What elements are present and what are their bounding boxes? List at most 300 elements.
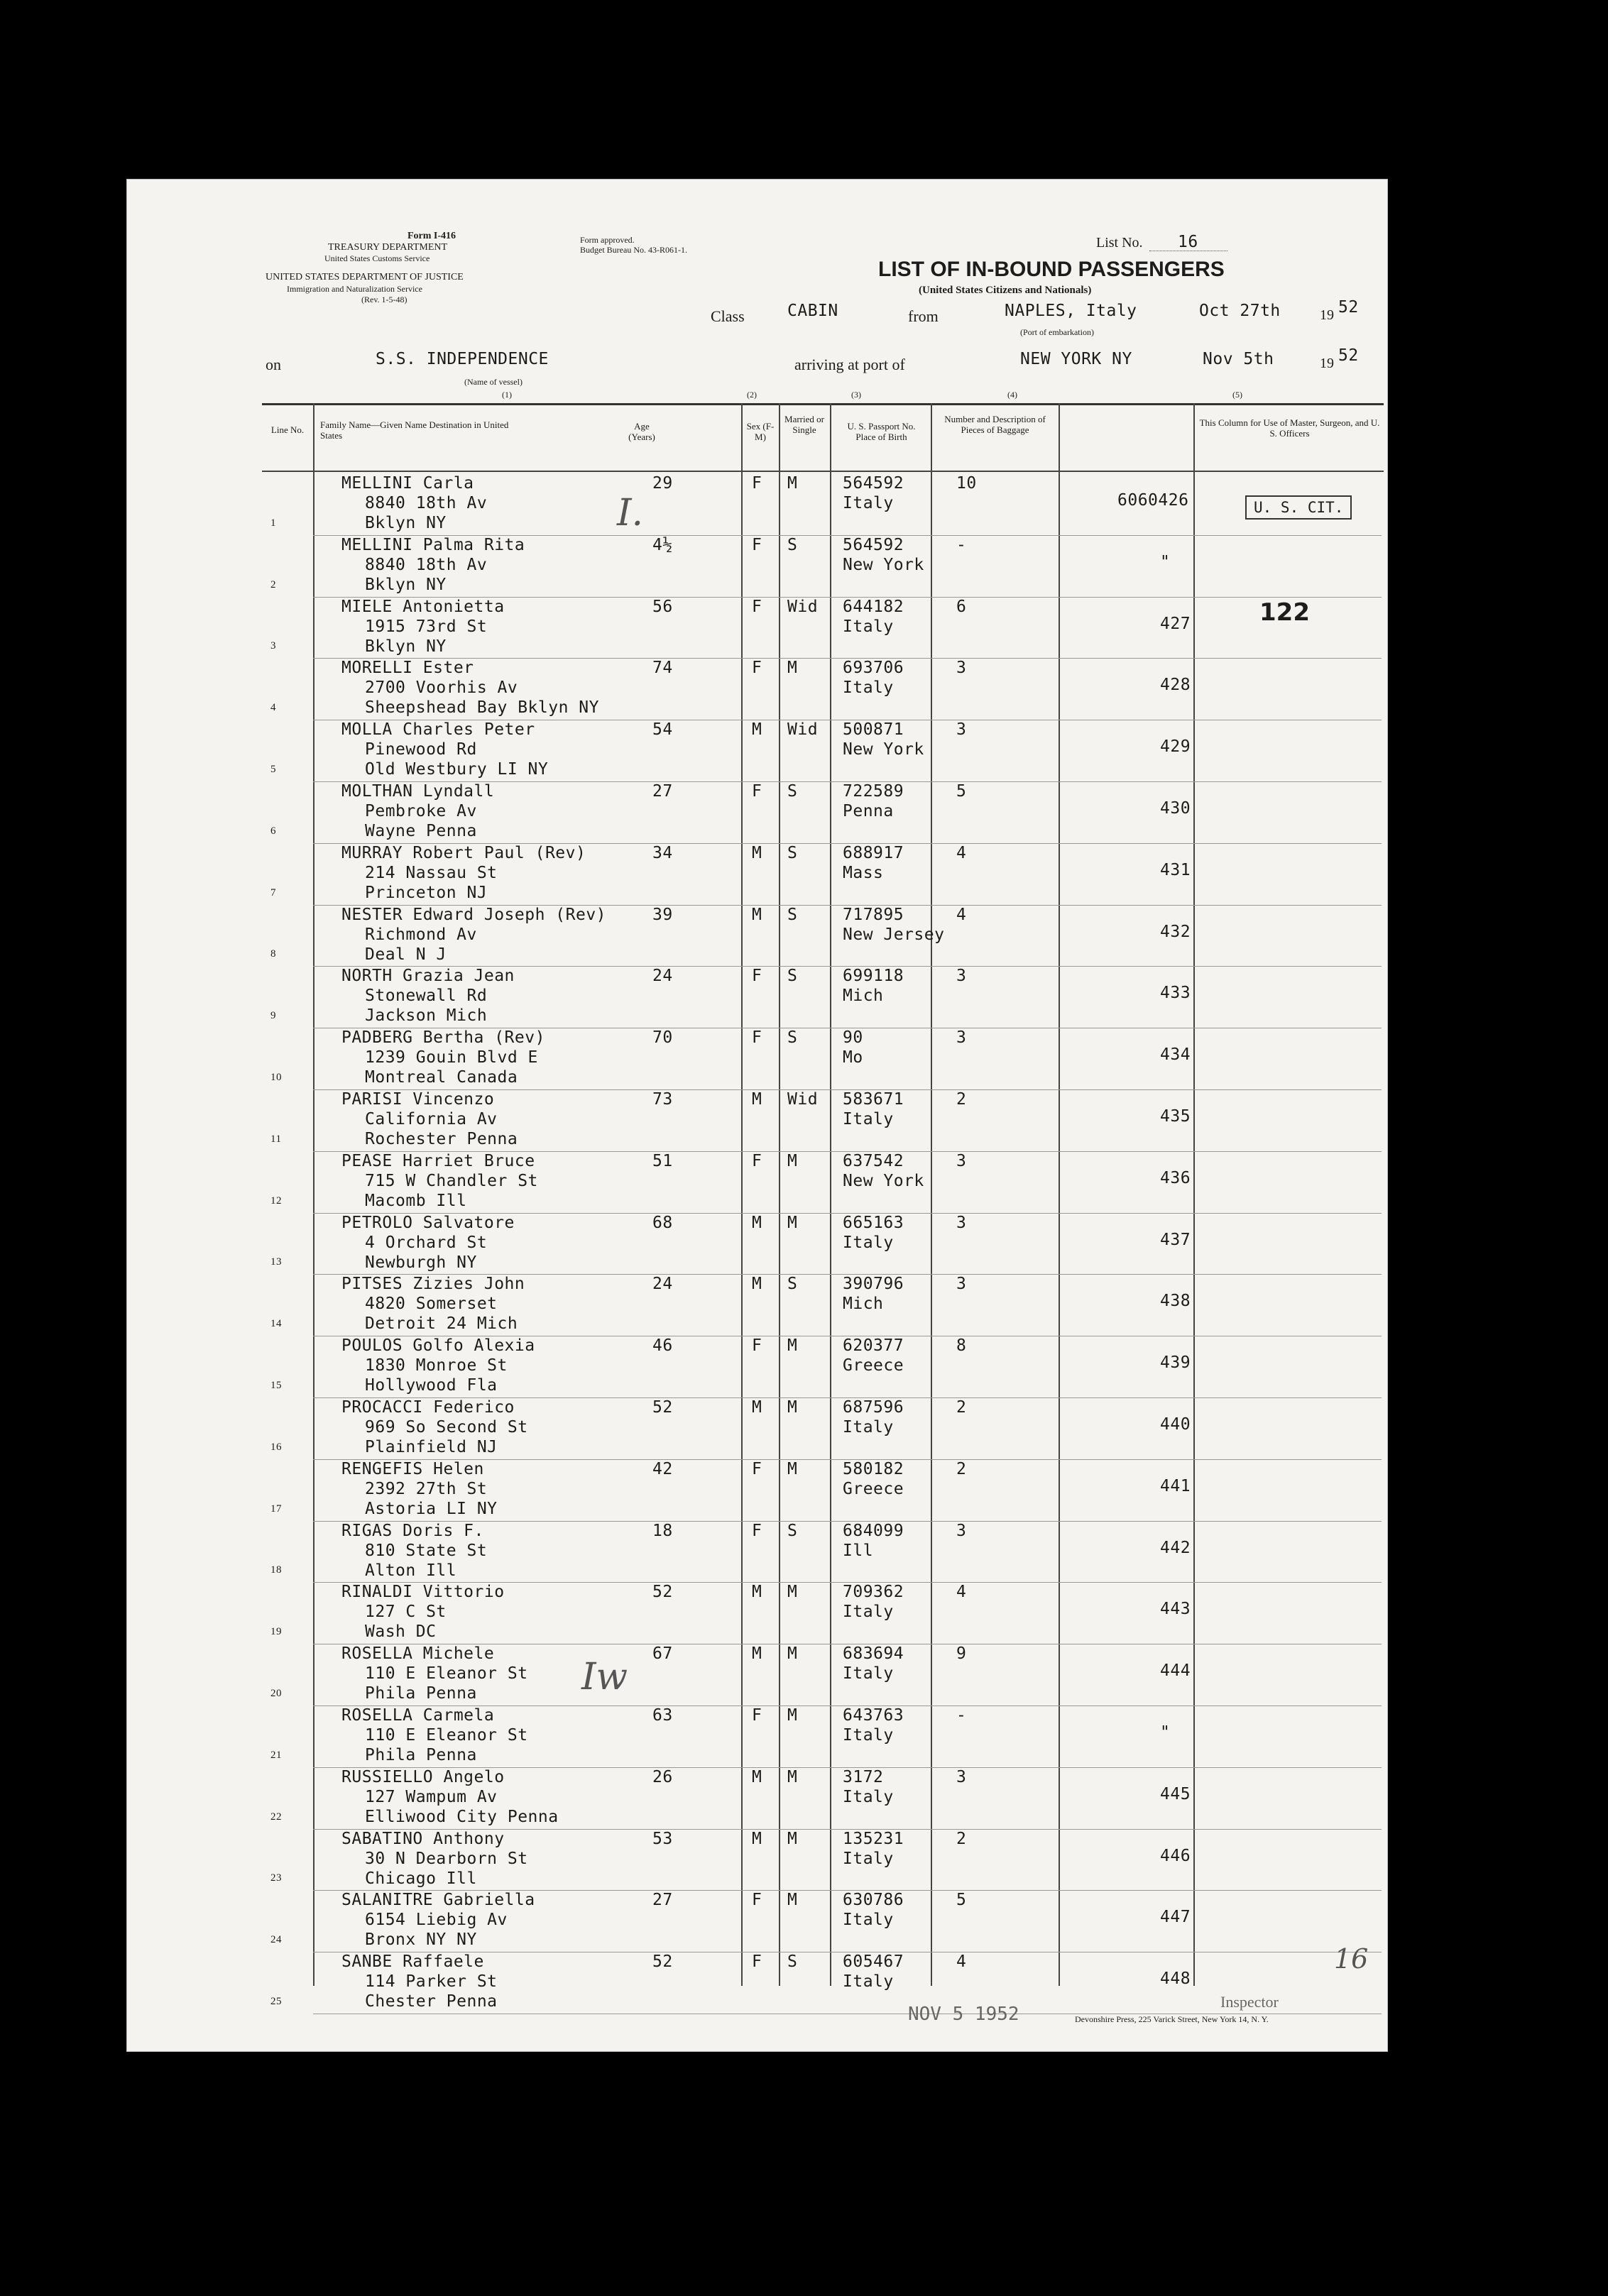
address-city: Wayne Penna (365, 822, 477, 840)
table-row (127, 1583, 1387, 1644)
table-row (127, 1398, 1387, 1460)
baggage-count: - (956, 1706, 967, 1725)
marital-status: M (787, 1891, 798, 1910)
immigration-service: Immigration and Naturalization Service (287, 284, 422, 294)
sex-value: F (752, 782, 762, 801)
marital-status: M (787, 1213, 798, 1232)
sex-value: M (752, 1644, 762, 1664)
address-city: Macomb Ill (365, 1191, 467, 1210)
passenger-name: PITSES Zizies John (341, 1275, 525, 1294)
line-number: 12 (270, 1194, 282, 1207)
address-street: 1830 Monroe St (365, 1356, 508, 1375)
line-number: 23 (270, 1872, 282, 1884)
marital-status: Wid (787, 720, 819, 740)
passport-number: 722589 (843, 782, 904, 801)
address-city: Bklyn NY (365, 575, 447, 594)
sex-value: M (752, 1275, 762, 1294)
address-street: 114 Parker St (365, 1972, 498, 1992)
table-row (127, 1460, 1387, 1522)
line-number: 10 (270, 1071, 282, 1083)
passport-number: 683694 (843, 1644, 904, 1664)
port-caption: (Port of embarkation) (1020, 327, 1094, 337)
line-number: 9 (270, 1010, 276, 1022)
passport-number: 699118 (843, 967, 904, 986)
place-of-birth: New York (843, 555, 924, 574)
line-number: 20 (270, 1687, 282, 1699)
age-value: 46 (652, 1336, 673, 1356)
line-number: 14 (270, 1318, 282, 1330)
table-row (127, 1830, 1387, 1891)
arrival-date: Nov 5th (1203, 350, 1274, 368)
place-of-birth: Italy (843, 1664, 894, 1683)
marital-status: S (787, 1521, 798, 1540)
line-number: 2 (270, 578, 276, 591)
place-of-birth: Italy (843, 1849, 894, 1868)
line-number: 19 (270, 1626, 282, 1638)
address-city: Bklyn NY (365, 514, 447, 532)
address-street: 8840 18th Av (365, 555, 488, 574)
age-value: 39 (652, 905, 673, 924)
on-label: on (266, 356, 281, 373)
baggage-count: 3 (956, 1028, 967, 1048)
baggage-count: 2 (956, 1459, 967, 1478)
col-header-age: Age (Years) (628, 421, 655, 442)
date-stamp: NOV 5 1952 (908, 2004, 1019, 2025)
column-number: (2) (747, 390, 757, 400)
place-of-birth: Italy (843, 679, 894, 698)
address-city: Hollywood Fla (365, 1376, 498, 1395)
line-number: 13 (270, 1256, 282, 1268)
officer-number: 448 (1160, 1970, 1191, 1989)
place-of-birth: Greece (843, 1479, 904, 1498)
table-row (127, 1090, 1387, 1152)
passenger-name: MOLTHAN Lyndall (341, 782, 495, 801)
address-city: Phila Penna (365, 1684, 477, 1703)
passport-number: 688917 (843, 843, 904, 862)
line-number: 15 (270, 1379, 282, 1391)
passenger-name: PADBERG Bertha (Rev) (341, 1028, 545, 1048)
place-of-birth: Greece (843, 1356, 904, 1375)
col-header-sex: Sex (F-M) (746, 421, 775, 442)
address-street: 110 E Eleanor St (365, 1726, 528, 1745)
place-of-birth: Mich (843, 1295, 884, 1314)
table-row (127, 782, 1387, 844)
passenger-list-page (126, 179, 1388, 2052)
table-row (127, 474, 1387, 536)
address-city: Bklyn NY (365, 637, 447, 656)
baggage-count: 4 (956, 905, 967, 924)
passport-number: 709362 (843, 1583, 904, 1602)
place-of-birth: Italy (843, 1603, 894, 1622)
column-number: (3) (851, 390, 861, 400)
address-city: Newburgh NY (365, 1253, 477, 1272)
line-number: 16 (270, 1441, 282, 1453)
budget-bureau: Budget Bureau No. 43-R061-1. (580, 245, 687, 255)
address-city: Montreal Canada (365, 1068, 518, 1087)
passport-number: 620377 (843, 1336, 904, 1356)
passenger-name: MELLINI Palma Rita (341, 535, 525, 554)
passport-number: 637542 (843, 1151, 904, 1170)
vessel-name: S.S. INDEPENDENCE (376, 350, 549, 368)
address-city: Plainfield NJ (365, 1438, 498, 1456)
marital-status: S (787, 1952, 798, 1972)
place-of-birth: Italy (843, 617, 894, 636)
sex-value: F (752, 1952, 762, 1972)
address-street: 110 E Eleanor St (365, 1664, 528, 1683)
passport-number: 135231 (843, 1829, 904, 1848)
marital-status: M (787, 1151, 798, 1170)
age-value: 18 (652, 1521, 673, 1540)
marital-status: S (787, 535, 798, 554)
officer-number: 434 (1160, 1045, 1191, 1065)
passport-number: 3172 (843, 1767, 884, 1786)
place-of-birth: Italy (843, 1110, 894, 1128)
baggage-count: 5 (956, 782, 967, 801)
marital-status: Wid (787, 597, 819, 616)
marital-status: S (787, 782, 798, 801)
table-row (127, 1768, 1387, 1830)
age-value: 54 (652, 720, 673, 740)
passenger-name: PROCACCI Federico (341, 1398, 515, 1417)
marital-status: M (787, 1644, 798, 1664)
table-row (127, 1952, 1387, 2014)
baggage-count: 2 (956, 1829, 967, 1848)
marital-status: M (787, 474, 798, 493)
line-number: 18 (270, 1564, 282, 1576)
address-street: 214 Nassau St (365, 863, 498, 882)
passenger-name: MORELLI Ester (341, 659, 474, 678)
address-city: Sheepshead Bay Bklyn NY (365, 698, 599, 718)
age-value: 52 (652, 1583, 673, 1602)
sex-value: M (752, 1213, 762, 1232)
customs-service: United States Customs Service (324, 253, 430, 263)
line-number: 11 (270, 1133, 282, 1145)
from-label: from (908, 307, 939, 325)
line-number: 22 (270, 1811, 282, 1823)
address-street: 1239 Gouin Blvd E (365, 1048, 538, 1067)
list-number: 16 (1178, 233, 1198, 251)
address-street: 8840 18th Av (365, 494, 488, 512)
officer-number: 442 (1160, 1538, 1191, 1557)
table-row (127, 1891, 1387, 1952)
table-row (127, 1214, 1387, 1275)
justice-department: UNITED STATES DEPARTMENT OF JUSTICE (266, 272, 464, 282)
address-city: Elliwood City Penna (365, 1807, 559, 1826)
table-row (127, 598, 1387, 659)
place-of-birth: Italy (843, 1418, 894, 1437)
table-row (127, 1522, 1387, 1583)
officer-number: 432 (1160, 922, 1191, 941)
passport-number: 643763 (843, 1706, 904, 1725)
line-number: 5 (270, 763, 276, 775)
col-header-baggage: Number and Description of Pieces of Baggage (944, 414, 1046, 435)
table-row (127, 1275, 1387, 1336)
marital-status: M (787, 1829, 798, 1848)
passenger-name: MIELE Antonietta (341, 597, 505, 616)
stamp-number: 122 (1259, 598, 1310, 627)
place-of-birth: Italy (843, 494, 894, 512)
line-number: 7 (270, 886, 276, 899)
passport-number: 693706 (843, 659, 904, 678)
handwritten-mark: Iw (581, 1656, 628, 1698)
table-row (127, 1336, 1387, 1398)
address-city: Chester Penna (365, 1992, 498, 2011)
col-header-passport: U. S. Passport No. Place of Birth (847, 421, 916, 442)
age-value: 24 (652, 967, 673, 986)
table-row (127, 720, 1387, 782)
passenger-name: RINALDI Vittorio (341, 1583, 505, 1602)
col-header-name: Family Name—Given Name Destination in United States (320, 419, 509, 441)
address-street: 715 W Chandler St (365, 1171, 538, 1190)
embarkation-port: NAPLES, Italy (1005, 302, 1137, 320)
baggage-count: 2 (956, 1090, 967, 1109)
passenger-name: NESTER Edward Joseph (Rev) (341, 905, 607, 924)
officer-number: 437 (1160, 1230, 1191, 1249)
line-number: 8 (270, 948, 276, 960)
address-street: 2700 Voorhis Av (365, 679, 518, 698)
age-value: 27 (652, 782, 673, 801)
officer-number: 447 (1160, 1908, 1191, 1927)
col-header-married: Married or Single (784, 414, 824, 435)
baggage-count: 6 (956, 597, 967, 616)
passport-number: 500871 (843, 720, 904, 740)
line-number: 21 (270, 1749, 282, 1761)
marital-status: M (787, 659, 798, 678)
officer-number: 428 (1160, 676, 1191, 695)
line-number: 17 (270, 1503, 282, 1515)
sex-value: M (752, 843, 762, 862)
sex-value: M (752, 720, 762, 740)
marital-status: Wid (787, 1090, 819, 1109)
passenger-name: MELLINI Carla (341, 474, 474, 493)
place-of-birth: New York (843, 740, 924, 759)
passport-number: 630786 (843, 1891, 904, 1910)
table-row (127, 1706, 1387, 1768)
handwritten-mark: I. (617, 492, 644, 534)
sex-value: M (752, 1767, 762, 1786)
age-value: 34 (652, 843, 673, 862)
place-of-birth: Italy (843, 1233, 894, 1252)
list-number-label: List No. (1096, 235, 1143, 251)
address-street: 30 N Dearborn St (365, 1849, 528, 1868)
baggage-count: 8 (956, 1336, 967, 1356)
column-number: (4) (1007, 390, 1017, 400)
passenger-name: NORTH Grazia Jean (341, 967, 515, 986)
passport-number: 90 (843, 1028, 863, 1048)
vessel-caption: (Name of vessel) (464, 377, 523, 387)
table-row (127, 1028, 1387, 1090)
sex-value: F (752, 1028, 762, 1048)
officer-number: 435 (1160, 1107, 1191, 1126)
place-of-birth: Mich (843, 987, 884, 1006)
address-city: Astoria LI NY (365, 1499, 498, 1518)
place-of-birth: Italy (843, 1972, 894, 1992)
address-street: Pembroke Av (365, 802, 477, 820)
line-number: 4 (270, 702, 276, 714)
age-value: 56 (652, 597, 673, 616)
passenger-name: SALANITRE Gabriella (341, 1891, 535, 1910)
age-value: 29 (652, 474, 673, 493)
address-city: Deal N J (365, 945, 447, 964)
officer-number: 429 (1160, 737, 1191, 757)
sex-value: F (752, 1521, 762, 1540)
officer-number: 436 (1160, 1168, 1191, 1187)
passenger-name: RUSSIELLO Angelo (341, 1767, 505, 1786)
address-street: California Av (365, 1110, 498, 1128)
address-city: Wash DC (365, 1622, 437, 1642)
year-prefix: 19 (1320, 356, 1334, 371)
place-of-birth: Mo (843, 1048, 863, 1067)
sex-value: F (752, 967, 762, 986)
baggage-count: 5 (956, 1891, 967, 1910)
baggage-count: 4 (956, 1583, 967, 1602)
year-prefix: 19 (1320, 307, 1334, 323)
marital-status: M (787, 1706, 798, 1725)
marital-status: M (787, 1583, 798, 1602)
baggage-count: 3 (956, 1767, 967, 1786)
officer-number: 438 (1160, 1292, 1191, 1311)
passenger-name: POULOS Golfo Alexia (341, 1336, 535, 1356)
table-row (127, 844, 1387, 906)
officer-number: 445 (1160, 1784, 1191, 1803)
table-row (127, 659, 1387, 720)
address-street: 1915 73rd St (365, 617, 488, 636)
baggage-count: 4 (956, 843, 967, 862)
marital-status: S (787, 1275, 798, 1294)
col-header-officers: This Column for Use of Master, Surgeon, and U. S. Officers (1199, 417, 1380, 439)
officer-number: 440 (1160, 1415, 1191, 1434)
passport-number: 605467 (843, 1952, 904, 1972)
officer-number: " (1160, 1723, 1171, 1742)
col-header-line: Line No. (270, 424, 305, 435)
marital-status: S (787, 1028, 798, 1048)
passport-number: 564592 (843, 474, 904, 493)
baggage-count: 9 (956, 1644, 967, 1664)
place-of-birth: Italy (843, 1911, 894, 1930)
passenger-name: ROSELLA Carmela (341, 1706, 495, 1725)
officer-number: 446 (1160, 1846, 1191, 1865)
address-city: Phila Penna (365, 1746, 477, 1764)
age-value: 26 (652, 1767, 673, 1786)
form-revision: (Rev. 1-5-48) (361, 295, 408, 304)
sex-value: F (752, 659, 762, 678)
column-number: (1) (502, 390, 512, 400)
marital-status: S (787, 967, 798, 986)
baggage-count: 3 (956, 720, 967, 740)
passenger-name: PEASE Harriet Bruce (341, 1151, 535, 1170)
age-value: 52 (652, 1398, 673, 1417)
passenger-name: MURRAY Robert Paul (Rev) (341, 843, 586, 862)
place-of-birth: Ill (843, 1541, 874, 1560)
address-city: Bronx NY NY (365, 1930, 477, 1950)
address-street: Richmond Av (365, 925, 477, 944)
passenger-name: ROSELLA Michele (341, 1644, 495, 1664)
marital-status: M (787, 1336, 798, 1356)
officer-number: 430 (1160, 799, 1191, 818)
inspector-label: Inspector (1220, 1993, 1279, 2011)
arrival-port: NEW YORK NY (1020, 350, 1132, 368)
passport-number: 583671 (843, 1090, 904, 1109)
line-number: 3 (270, 640, 276, 652)
line-number: 24 (270, 1934, 282, 1946)
age-value: 53 (652, 1829, 673, 1848)
officer-number: " (1160, 552, 1171, 571)
officer-number: 433 (1160, 984, 1191, 1003)
address-street: 2392 27th St (365, 1479, 488, 1498)
baggage-count: 3 (956, 1275, 967, 1294)
table-row (127, 536, 1387, 598)
passport-number: 665163 (843, 1213, 904, 1232)
marital-status: S (787, 905, 798, 924)
page-title: LIST OF IN-BOUND PASSENGERS (878, 258, 1225, 281)
address-city: Jackson Mich (365, 1006, 488, 1026)
passport-number: 717895 (843, 905, 904, 924)
place-of-birth: New York (843, 1171, 924, 1190)
baggage-count: 2 (956, 1398, 967, 1417)
baggage-count: 3 (956, 967, 967, 986)
class-label: Class (711, 307, 745, 325)
passenger-name: RENGEFIS Helen (341, 1459, 484, 1478)
press-imprint: Devonshire Press, 225 Varick Street, New York 14, N. Y. (1075, 2014, 1269, 2024)
passenger-name: PARISI Vincenzo (341, 1090, 495, 1109)
sex-value: F (752, 1336, 762, 1356)
class-value: CABIN (787, 302, 838, 320)
age-value: 68 (652, 1213, 673, 1232)
place-of-birth: Mass (843, 863, 884, 882)
table-row (127, 1644, 1387, 1706)
baggage-count: 10 (956, 474, 977, 493)
marital-status: M (787, 1398, 798, 1417)
table-row (127, 1152, 1387, 1214)
place-of-birth: New Jersey (843, 925, 945, 944)
table-row (127, 906, 1387, 967)
address-city: Princeton NJ (365, 883, 488, 902)
arriving-label: arriving at port of (794, 356, 905, 373)
address-city: Old Westbury LI NY (365, 760, 549, 779)
passenger-name: MOLLA Charles Peter (341, 720, 535, 740)
place-of-birth: Italy (843, 1787, 894, 1806)
sex-value: M (752, 1090, 762, 1109)
baggage-count: 4 (956, 1952, 967, 1972)
passport-number: 580182 (843, 1459, 904, 1478)
passenger-name: PETROLO Salvatore (341, 1213, 515, 1232)
baggage-count: 3 (956, 1151, 967, 1170)
age-value: 24 (652, 1275, 673, 1294)
form-number: Form I-416 (408, 231, 456, 241)
embarkation-year: 52 (1338, 298, 1359, 317)
age-value: 4½ (652, 535, 673, 554)
place-of-birth: Italy (843, 1726, 894, 1745)
table-row (127, 967, 1387, 1028)
sex-value: M (752, 1398, 762, 1417)
us-citizen-stamp: U. S. CIT. (1245, 495, 1352, 520)
baggage-count: - (956, 535, 967, 554)
marital-status: M (787, 1459, 798, 1478)
sex-value: F (752, 597, 762, 616)
passenger-name: RIGAS Doris F. (341, 1521, 484, 1540)
officer-number: 6060426 (1117, 491, 1189, 510)
line-number: 25 (270, 1995, 282, 2007)
age-value: 73 (652, 1090, 673, 1109)
column-number: (5) (1232, 390, 1242, 400)
address-street: 127 C St (365, 1603, 447, 1622)
age-value: 51 (652, 1151, 673, 1170)
passport-number: 687596 (843, 1398, 904, 1417)
address-city: Alton Ill (365, 1561, 457, 1580)
passenger-name: SANBE Raffaele (341, 1952, 484, 1972)
age-value: 42 (652, 1459, 673, 1478)
sex-value: F (752, 1459, 762, 1478)
